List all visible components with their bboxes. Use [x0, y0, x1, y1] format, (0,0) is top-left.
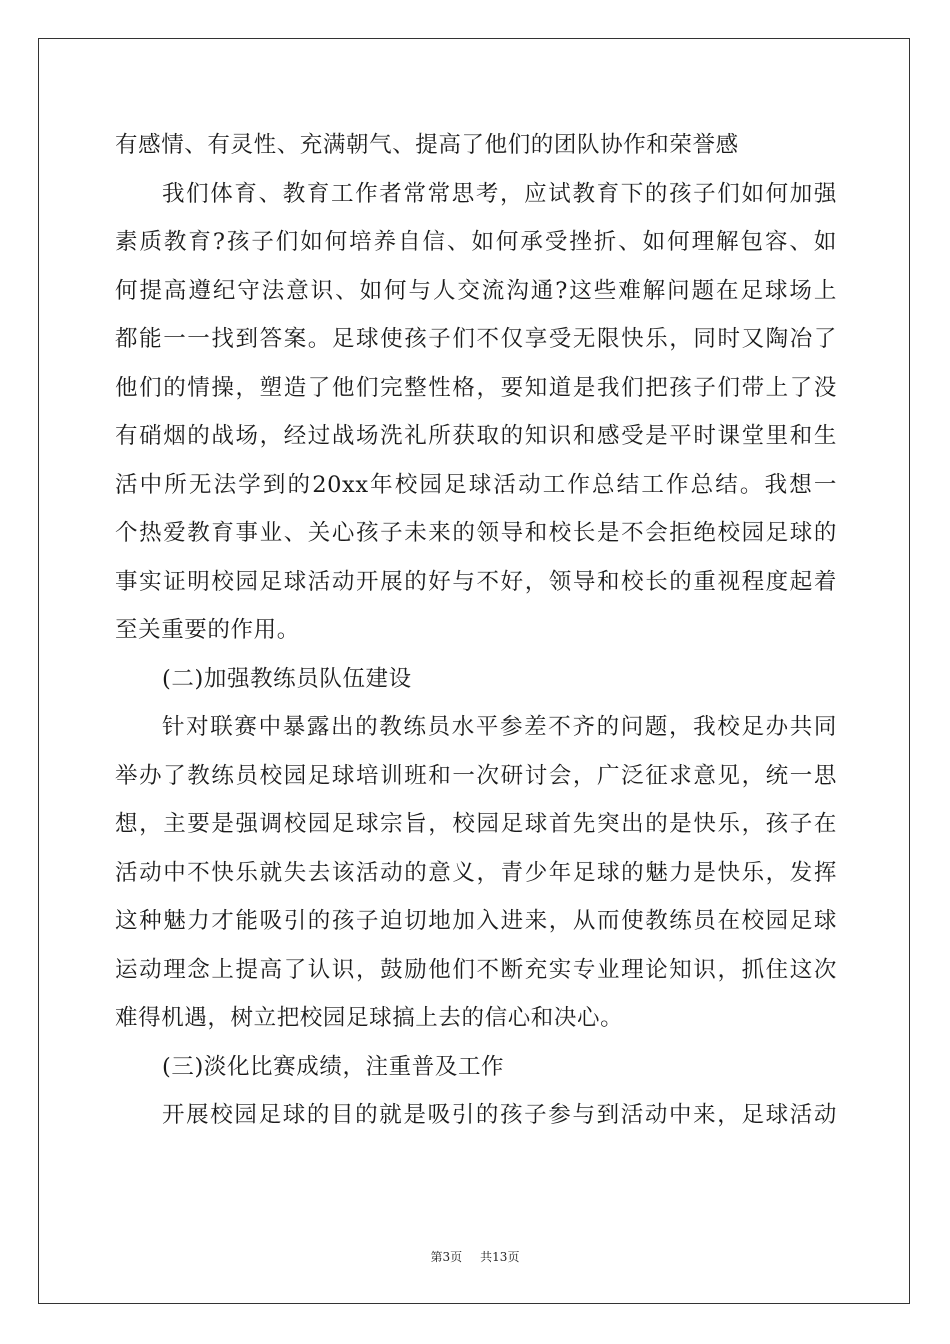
page-footer — [0, 1248, 950, 1265]
paragraph-line: 有硝烟的战场，经过战场洗礼所获取的知识和感受是平时课堂里和生 — [115, 423, 837, 449]
paragraph-line: 难得机遇，树立把校园足球搞上去的信心和决心。 — [115, 1005, 624, 1031]
section-heading: (三)淡化比赛成绩，注重普及工作 — [162, 1053, 505, 1080]
paragraph-line: 至关重要的作用。 — [115, 617, 300, 643]
page-number: 第3页 — [430, 1250, 463, 1264]
paragraph-line: 运动理念上提高了认识，鼓励他们不断充实专业理论知识，抓住这次 — [115, 956, 837, 983]
page-total: 共13页 — [480, 1250, 520, 1264]
paragraph-line: 都能一一找到答案。足球使孩子们不仅享受无限快乐，同时又陶冶了 — [115, 326, 837, 352]
paragraph-line: 何提高遵纪守法意识、如何与人交流沟通?这些难解问题在足球场上 — [115, 277, 837, 304]
paragraph-line: 我们体育、教育工作者常常思考，应试教育下的孩子们如何加强 — [162, 180, 837, 207]
paragraph-line: 针对联赛中暴露出的教练员水平参差不齐的问题，我校足办共同 — [162, 714, 837, 740]
document-body — [115, 121, 837, 1140]
paragraph-line: 个热爱教育事业、关心孩子未来的领导和校长是不会拒绝校园足球的 — [115, 520, 837, 546]
paragraph-line: 事实证明校园足球活动开展的好与不好，领导和校长的重视程度起着 — [115, 568, 837, 595]
paragraph-line: 开展校园足球的目的就是吸引的孩子参与到活动中来，足球活动 — [162, 1102, 837, 1128]
paragraph-line: 活中所无法学到的20xx年校园足球活动工作总结工作总结。我想一 — [115, 471, 837, 498]
paragraph-line: 他们的情操，塑造了他们完整性格，要知道是我们把孩子们带上了没 — [115, 374, 837, 401]
paragraph-line: 活动中不快乐就失去该活动的意义，青少年足球的魅力是快乐，发挥 — [115, 859, 837, 886]
paragraph-line: 素质教育?孩子们如何培养自信、如何承受挫折、如何理解包容、如 — [115, 229, 837, 255]
paragraph-line: 有感情、有灵性、充满朝气、提高了他们的团队协作和荣誉感 — [115, 132, 739, 158]
paragraph-line: 举办了教练员校园足球培训班和一次研讨会，广泛征求意见，统一思 — [115, 762, 837, 789]
paragraph-line: 想，主要是强调校园足球宗旨，校园足球首先突出的是快乐，孩子在 — [115, 811, 837, 837]
paragraph-line: 这种魅力才能吸引的孩子迫切地加入进来，从而使教练员在校园足球 — [115, 908, 837, 934]
section-heading: (二)加强教练员队伍建设 — [162, 665, 412, 692]
